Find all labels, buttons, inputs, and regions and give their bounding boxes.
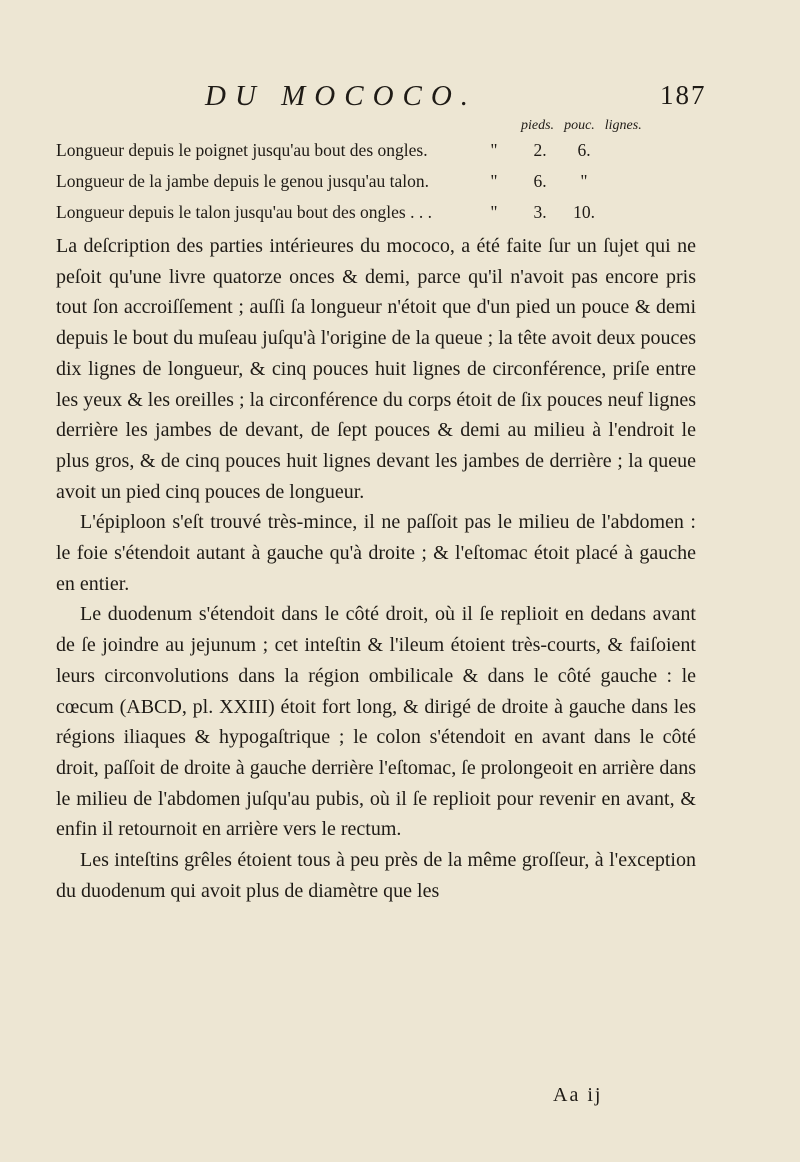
paragraph: L'épiploon s'eſt trouvé très-mince, il ne paſſoit pas le milieu de l'abdomen : le foie s'étendoit autant à gauche qu'à droite ; & l'eſtomac étoit placé à gauche en entier. bbox=[56, 511, 696, 595]
body-text bbox=[56, 231, 696, 906]
measurements-table bbox=[56, 140, 696, 233]
measurement-pouces: 3. bbox=[533, 202, 547, 222]
measurement-row bbox=[56, 171, 696, 202]
unit-lignes: lignes. bbox=[604, 118, 642, 133]
page-header bbox=[0, 80, 800, 120]
paragraph: Les inteſtins grêles étoient tous à peu près de la même groſſeur, à l'exception du duodenum qui avoit plus de diamètre que les bbox=[56, 849, 696, 902]
unit-pieds: pieds. bbox=[521, 118, 555, 133]
measurement-pouces: 6. bbox=[533, 171, 547, 191]
measurement-label: Longueur de la jambe depuis le genou jusqu'au talon. bbox=[56, 171, 429, 191]
paragraph: Le duodenum s'étendoit dans le côté droit, où il ſe replioit en dedans avant de ſe joindre au jejunum ; cet inteſtin & l'ileum étoient très-courts, & faiſoient leurs circonvolutions dans la région ombilicale & dans le côté gauche : le cœcum (ABCD, pl. XXIII) étoit fort long, & dirigé de droite à gauche dans les régions iliaques & hypogaſtrique ; le colon s'étendoit en avant dans le côté droit, paſſoit de droite à gauche derrière l'eſtomac, ſe prolongeoit en arrière dans le milieu de l'abdomen juſqu'au pubis, où il ſe replioit pour revenir en avant, & enfin il retournoit en arrière vers le rectum. bbox=[56, 603, 696, 841]
measurement-lignes: " bbox=[580, 171, 588, 191]
measurement-row bbox=[56, 202, 696, 233]
measurement-lignes: 6. bbox=[577, 140, 591, 160]
running-title: DU MOCOCO. bbox=[205, 80, 478, 112]
measurement-pieds: " bbox=[490, 171, 498, 191]
measurement-pieds: " bbox=[490, 202, 498, 222]
measurement-row bbox=[56, 140, 696, 171]
unit-pouces: pouc. bbox=[564, 118, 595, 133]
measurement-pieds: " bbox=[490, 140, 498, 160]
signature-mark: Aa ij bbox=[553, 1084, 603, 1106]
measurement-lignes: 10. bbox=[573, 202, 595, 222]
units-header bbox=[521, 118, 652, 134]
page-number: 187 bbox=[660, 80, 707, 110]
measurement-pouces: 2. bbox=[533, 140, 547, 160]
measurement-label: Longueur depuis le talon jusqu'au bout des ongles . . . bbox=[56, 202, 432, 222]
measurement-label: Longueur depuis le poignet jusqu'au bout des ongles. bbox=[56, 140, 428, 160]
paragraph: La deſcription des parties intérieures du mococo, a été faite ſur un ſujet qui ne peſoit qu'une livre quatorze onces & demi, parce qu'il n'avoit pas encore pris tout ſon accroiſſement ; auſſi ſa longueur n'étoit que d'un pied un pouce & demi depuis le bout du muſeau juſqu'à l'origine de la queue ; la tête avoit deux pouces dix lignes de longueur, & cinq pouces huit lignes de circonférence, priſe entre les yeux & les oreilles ; la circonférence du corps étoit de ſix pouces neuf lignes derrière les jambes de devant, de ſept pouces & demi au milieu à l'endroit le plus gros, & de cinq pouces huit lignes devant les jambes de derrière ; la queue avoit un pied cinq pouces de longueur. bbox=[56, 235, 696, 503]
